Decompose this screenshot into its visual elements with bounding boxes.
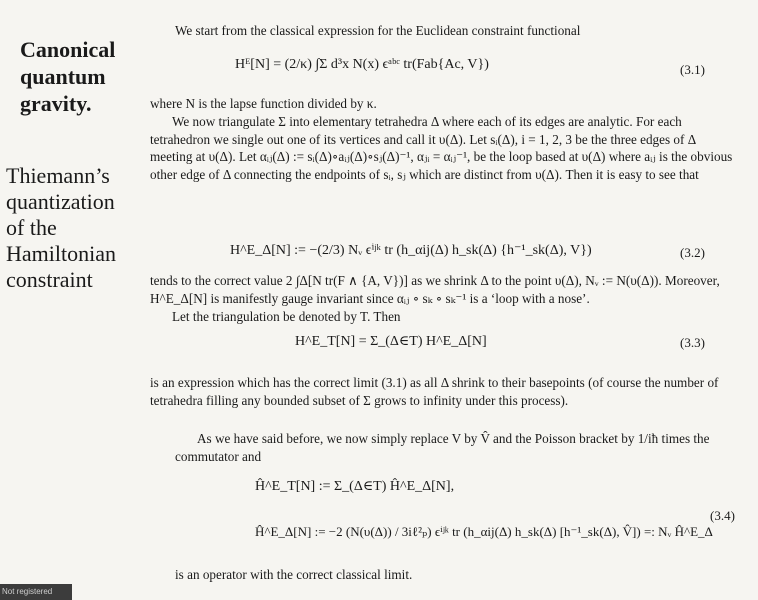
paragraph-denote: Let the triangulation be denoted by T. Then (172, 309, 401, 324)
title-line: Canonical (20, 37, 116, 62)
equation-3-4a: Ĥ^E_T[N] := Σ_(Δ∈T) Ĥ^E_Δ[N], (255, 479, 455, 494)
paragraph-expression: is an expression which has the correct limit (3.1) as all Δ shrink to their basepoints (of course the number of tetrahedra filling any bounded subset of Σ grows to infinity under this process). (150, 375, 719, 408)
paragraph-triangulation: We now triangulate Σ into elementary tetrahedra Δ where each of its edges are analytic. For each tetrahedron we single out one of its vertices and call it υ(Δ). Let sᵢ(Δ), i = 1, 2, 3 be the three edges of Δ meeting at υ(Δ). Let αᵢⱼ(Δ) := sᵢ(Δ)∘aᵢⱼ(Δ)∘sⱼ(Δ)⁻¹, αⱼᵢ = αᵢⱼ⁻¹, be the loop based at υ(Δ) where aᵢⱼ is the obvious other edge of Δ connecting the endpoints of sᵢ, sⱼ which are distinct from υ(Δ). Then it is easy to see that (150, 114, 733, 182)
paragraph-limit: tends to the correct value 2 ∫Δ[N tr(F ∧ {A, V})] as we shrink Δ to the point υ(Δ), Nᵥ := N(υ(Δ)). Moreover, H^E_Δ[N] is manifestly gauge invariant since αᵢⱼ ∘ sₖ ∘ sₖ⁻¹ is a ‘loop with a nose’. (150, 273, 720, 306)
title-line: quantum (20, 64, 106, 89)
subtitle-line: of the (6, 215, 57, 240)
watermark-ribbon: Not registered (0, 584, 72, 600)
equation-3-1: Hᴱ[N] = (2/κ) ∫Σ d³x N(x) ϵᵃᵇᶜ tr(Fab{Ac, V}) (235, 57, 489, 72)
subtitle-line: Hamiltonian (6, 241, 116, 266)
equation-3-3: H^E_T[N] = Σ_(Δ∈T) H^E_Δ[N] (295, 334, 487, 349)
equation-number: (3.1) (680, 62, 705, 77)
equation-3-2: H^E_Δ[N] := −(2/3) Nᵥ ϵⁱʲᵏ tr (h_αij(Δ) h_sk(Δ) {h⁻¹_sk(Δ), V}) (230, 243, 592, 258)
paragraph-replace: As we have said before, we now simply replace V by V̂ and the Poisson bracket by 1/iħ times the commutator and (175, 431, 710, 464)
paragraph-operator: is an operator with the correct classical limit. (175, 567, 413, 582)
subtitle-line: Thiemann’s (6, 163, 110, 188)
slide-title (20, 36, 150, 117)
subtitle-line: constraint (6, 267, 93, 292)
equation-number: (3.3) (680, 335, 705, 350)
equation-number: (3.4) (710, 508, 735, 523)
paragraph-intro: We start from the classical expression for the Euclidean constraint functional (175, 23, 581, 38)
equation-3-4b: Ĥ^E_Δ[N] := −2 (N(υ(Δ)) / 3iℓ²ₚ) ϵⁱʲᵏ tr (h_αij(Δ) h_sk(Δ) [h⁻¹_sk(Δ), V̂]) =: Nᵥ Ĥ^E_Δ (255, 524, 713, 539)
equation-number: (3.2) (680, 245, 705, 260)
paragraph-lapse: where N is the lapse function divided by κ. (150, 96, 377, 111)
title-line: gravity. (20, 91, 92, 116)
subtitle-line: quantization (6, 189, 115, 214)
